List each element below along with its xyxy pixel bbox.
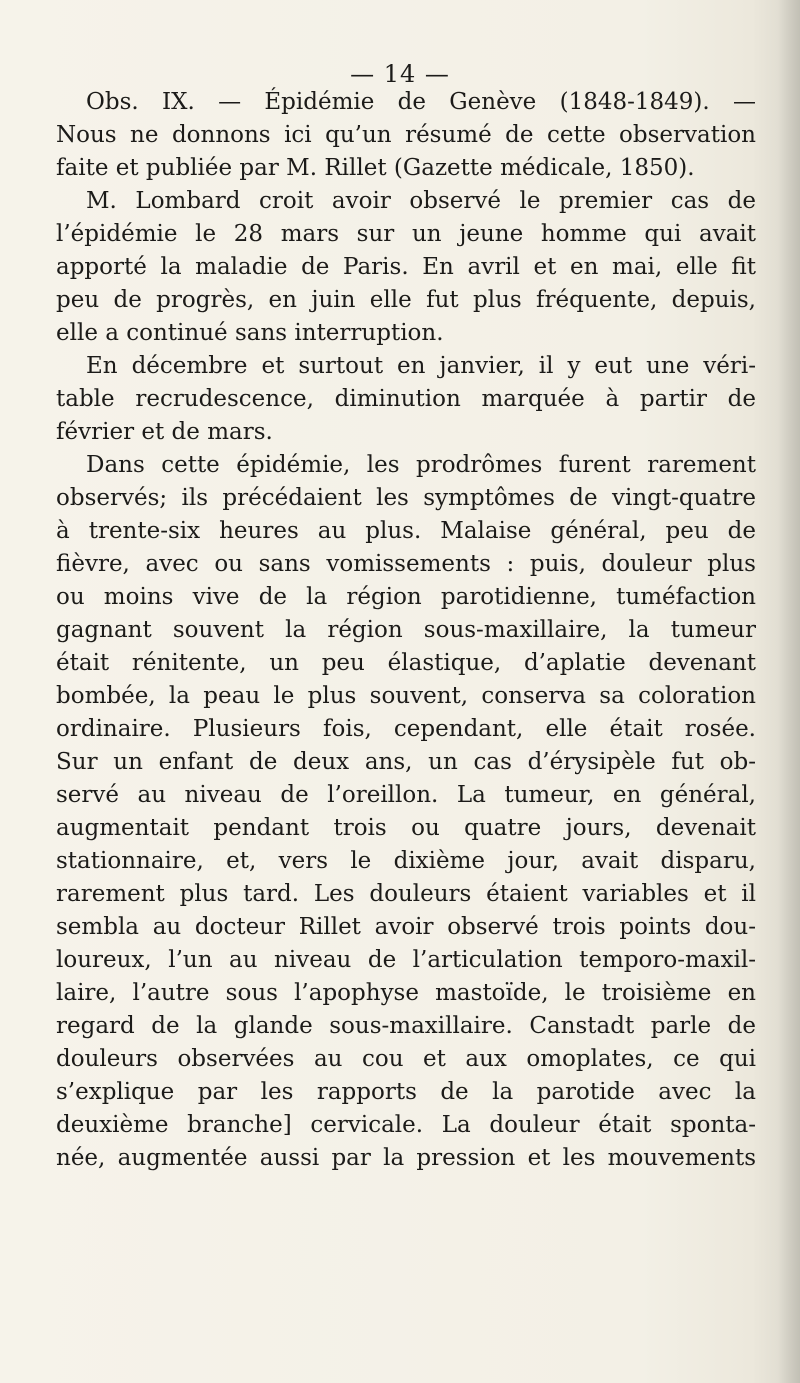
text-line: En décembre et surtout en janvier, il y eut une véri- xyxy=(86,353,756,379)
text-line: deuxième branche] cervicale. La douleur était sponta- xyxy=(56,1112,756,1138)
text-line: M. Lombard croit avoir observé le premier cas de xyxy=(86,188,756,214)
text-line: servé au niveau de l’oreillon. La tumeur, en général, xyxy=(56,782,756,808)
text-line: fièvre, avec ou sans vomissements : puis, douleur plus xyxy=(56,551,756,577)
text-line: laire, l’autre sous l’apophyse mastoïde, le troisième en xyxy=(56,980,756,1006)
text-line: douleurs observées au cou et aux omoplates, ce qui xyxy=(56,1046,756,1072)
text-line: bombée, la peau le plus souvent, conserva sa coloration xyxy=(56,683,756,709)
text-line: à trente-six heures au plus. Malaise général, peu de xyxy=(56,518,756,544)
text-line: était rénitente, un peu élastique, d’aplatie devenant xyxy=(56,650,756,676)
text-line: loureux, l’un au niveau de l’articulation temporo-maxil- xyxy=(56,947,756,973)
text-line: Sur un enfant de deux ans, un cas d’érysipèle fut ob- xyxy=(56,749,756,775)
text-line: augmentait pendant trois ou quatre jours, devenait xyxy=(56,815,756,841)
page-number: — 14 — xyxy=(350,60,450,88)
text-line: Nous ne donnons ici qu’un résumé de cette observation xyxy=(56,122,756,148)
text-line: table recrudescence, diminution marquée à partir de xyxy=(56,386,756,412)
text-line: gagnant souvent la région sous-maxillaire, la tumeur xyxy=(56,617,756,643)
text-line: regard de la glande sous-maxillaire. Canstadt parle de xyxy=(56,1013,756,1039)
text-line: faite et publiée par M. Rillet (Gazette médicale, 1850). xyxy=(56,155,695,181)
text-line: elle a continué sans interruption. xyxy=(56,320,444,346)
text-line: Obs. IX. — Épidémie de Genève (1848-1849). — xyxy=(86,89,756,115)
text-line: l’épidémie le 28 mars sur un jeune homme qui avait xyxy=(56,221,756,247)
page-edge-shadow xyxy=(778,0,800,1383)
text-line: apporté la maladie de Paris. En avril et en mai, elle fit xyxy=(56,254,756,280)
body-text xyxy=(56,86,756,1175)
text-line: Dans cette épidémie, les prodrômes furent rarement xyxy=(86,452,756,478)
text-line: ordinaire. Plusieurs fois, cependant, elle était rosée. xyxy=(56,716,756,742)
text-line: rarement plus tard. Les douleurs étaient variables et il xyxy=(56,881,756,907)
text-line: peu de progrès, en juin elle fut plus fréquente, depuis, xyxy=(56,287,756,313)
text-line: février et de mars. xyxy=(56,419,273,445)
text-line: ou moins vive de la région parotidienne, tuméfaction xyxy=(56,584,756,610)
text-line: née, augmentée aussi par la pression et les mouvements xyxy=(56,1145,756,1171)
text-line: stationnaire, et, vers le dixième jour, avait disparu, xyxy=(56,848,756,874)
text-line: observés; ils précédaient les symptômes de vingt-quatre xyxy=(56,485,756,511)
text-line: sembla au docteur Rillet avoir observé trois points dou- xyxy=(56,914,756,940)
text-line: s’explique par les rapports de la parotide avec la xyxy=(56,1079,756,1105)
